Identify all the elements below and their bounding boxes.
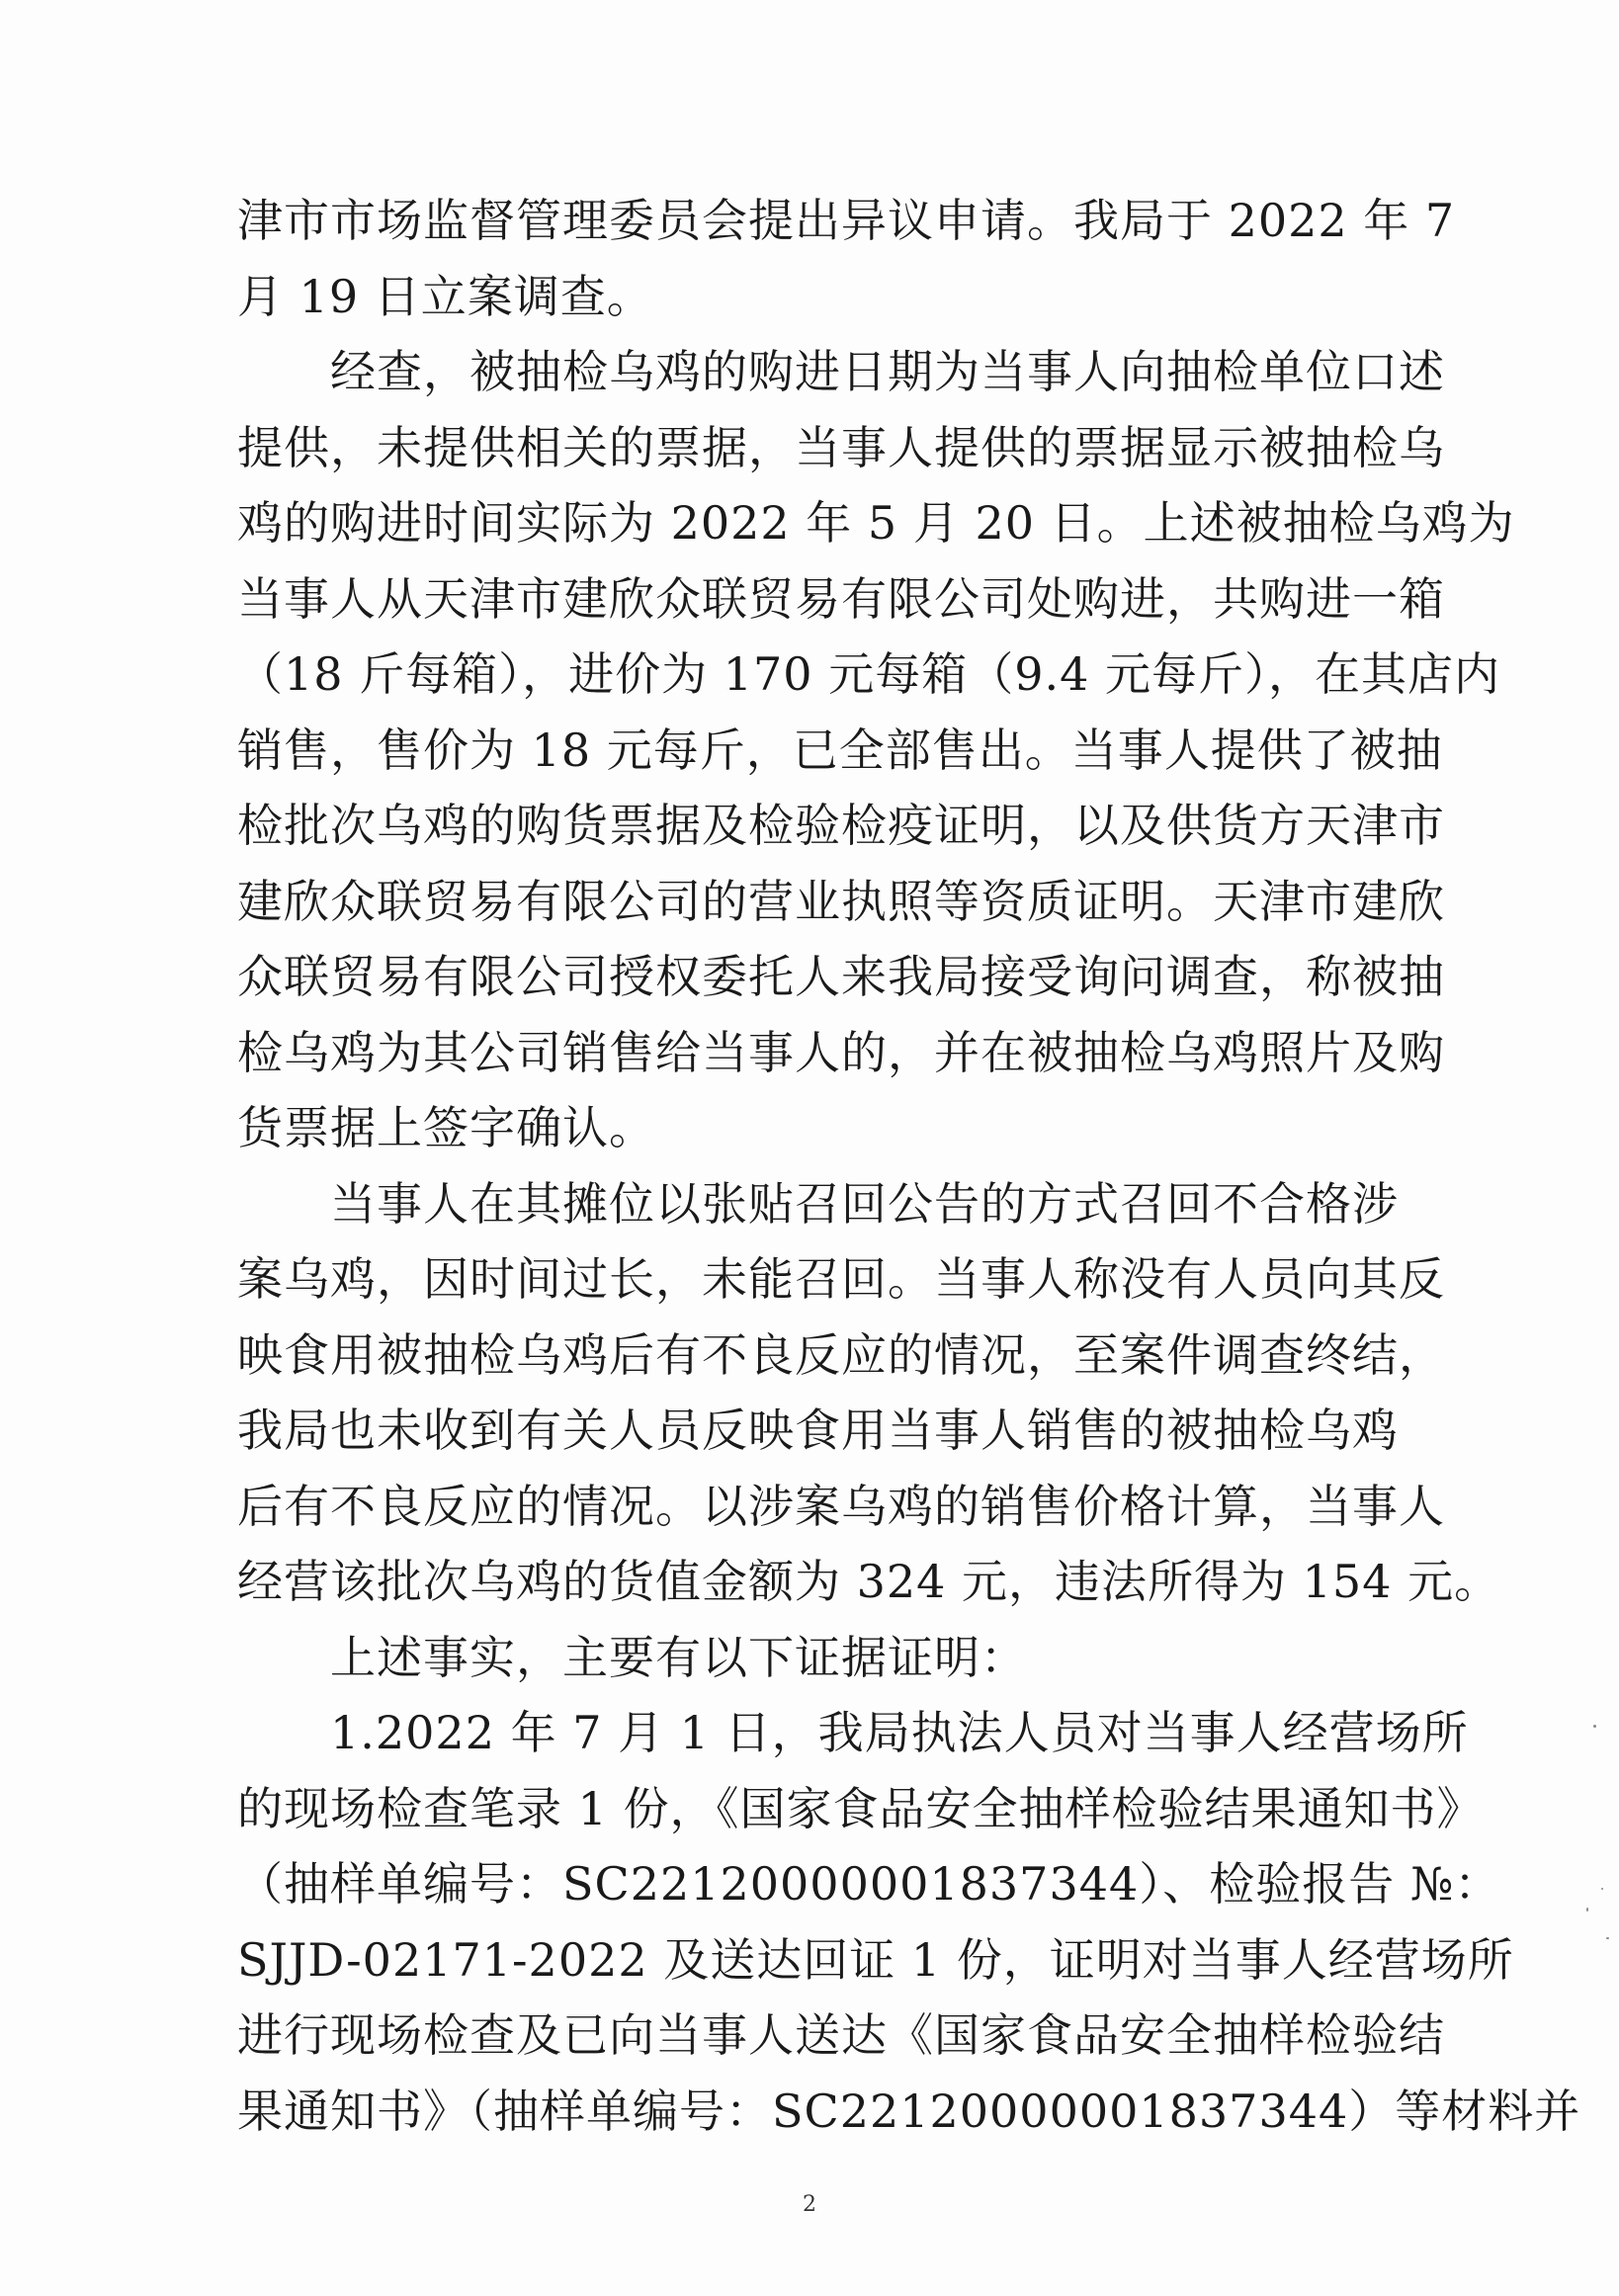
scan-speck [1601, 1888, 1603, 1890]
text-line: 经营该批次乌鸡的货值金额为 324 元，违法所得为 154 元。 [237, 1555, 1501, 1608]
text-line: 上述事实，主要有以下证据证明： [237, 1630, 1027, 1684]
text-line: 建欣众联贸易有限公司的营业执照等资质证明。天津市建欣 [237, 874, 1445, 928]
text-line: 1.2022 年 7 月 1 日，我局执法人员对当事人经营场所 [237, 1706, 1469, 1759]
text-line: 众联贸易有限公司授权委托人来我局接受询问调查，称被抽 [237, 950, 1445, 1003]
text-line: 后有不良反应的情况。以涉案乌鸡的销售价格计算，当事人 [237, 1479, 1445, 1533]
text-line: 果通知书》（抽样单编号：SC22120000001837344）等材料并 [237, 2083, 1581, 2138]
text-line: 提供，未提供相关的票据，当事人提供的票据显示被抽检乌 [237, 420, 1445, 474]
text-line: 津市市场监督管理委员会提出异议申请。我局于 2022 年 7 [237, 194, 1456, 247]
text-line: 进行现场检查及已向当事人送达《国家食品安全抽样检验结 [237, 2008, 1445, 2062]
text-line: SJJD-02171-2022 及送达回证 1 份，证明对当事人经营场所 [237, 1932, 1514, 1987]
text-line: 经查，被抽检乌鸡的购进日期为当事人向抽检单位口述 [237, 345, 1445, 398]
page-number: 2 [803, 2192, 816, 2217]
text-line: 货票据上签字确认。 [237, 1101, 655, 1154]
text-line: 当事人从天津市建欣众联贸易有限公司处购进，共购进一箱 [237, 571, 1445, 626]
text-line: 检乌鸡为其公司销售给当事人的，并在被抽检乌鸡照片及购 [237, 1025, 1445, 1079]
text-line: 映食用被抽检乌鸡后有不良反应的情况，至案件调查终结， [237, 1327, 1445, 1382]
text-line: （18 斤每箱），进价为 170 元每箱（9.4 元每斤），在其店内 [237, 647, 1500, 701]
text-line: 的现场检查笔录 1 份，《国家食品安全抽样检验结果通知书》 [237, 1781, 1484, 1835]
scan-speck [1606, 1937, 1609, 1939]
text-line: （抽样单编号：SC22120000001837344）、检验报告 №： [237, 1857, 1501, 1911]
text-line: 月 19 日立案调查。 [237, 269, 653, 323]
scan-speck [1586, 1908, 1588, 1912]
text-line: 我局也未收到有关人员反映食用当事人销售的被抽检乌鸡 [237, 1403, 1399, 1457]
text-line: 鸡的购进时间实际为 2022 年 5 月 20 日。上述被抽检乌鸡为 [237, 496, 1515, 550]
scan-speck [1593, 1725, 1596, 1728]
text-line: 销售，售价为 18 元每斤，已全部售出。当事人提供了被抽 [237, 723, 1443, 777]
text-line: 当事人在其摊位以张贴召回公告的方式召回不合格涉 [237, 1176, 1399, 1231]
text-line: 检批次乌鸡的购货票据及检验检疫证明，以及供货方天津市 [237, 799, 1445, 852]
text-line: 案乌鸡，因时间过长，未能召回。当事人称没有人员向其反 [237, 1252, 1445, 1306]
